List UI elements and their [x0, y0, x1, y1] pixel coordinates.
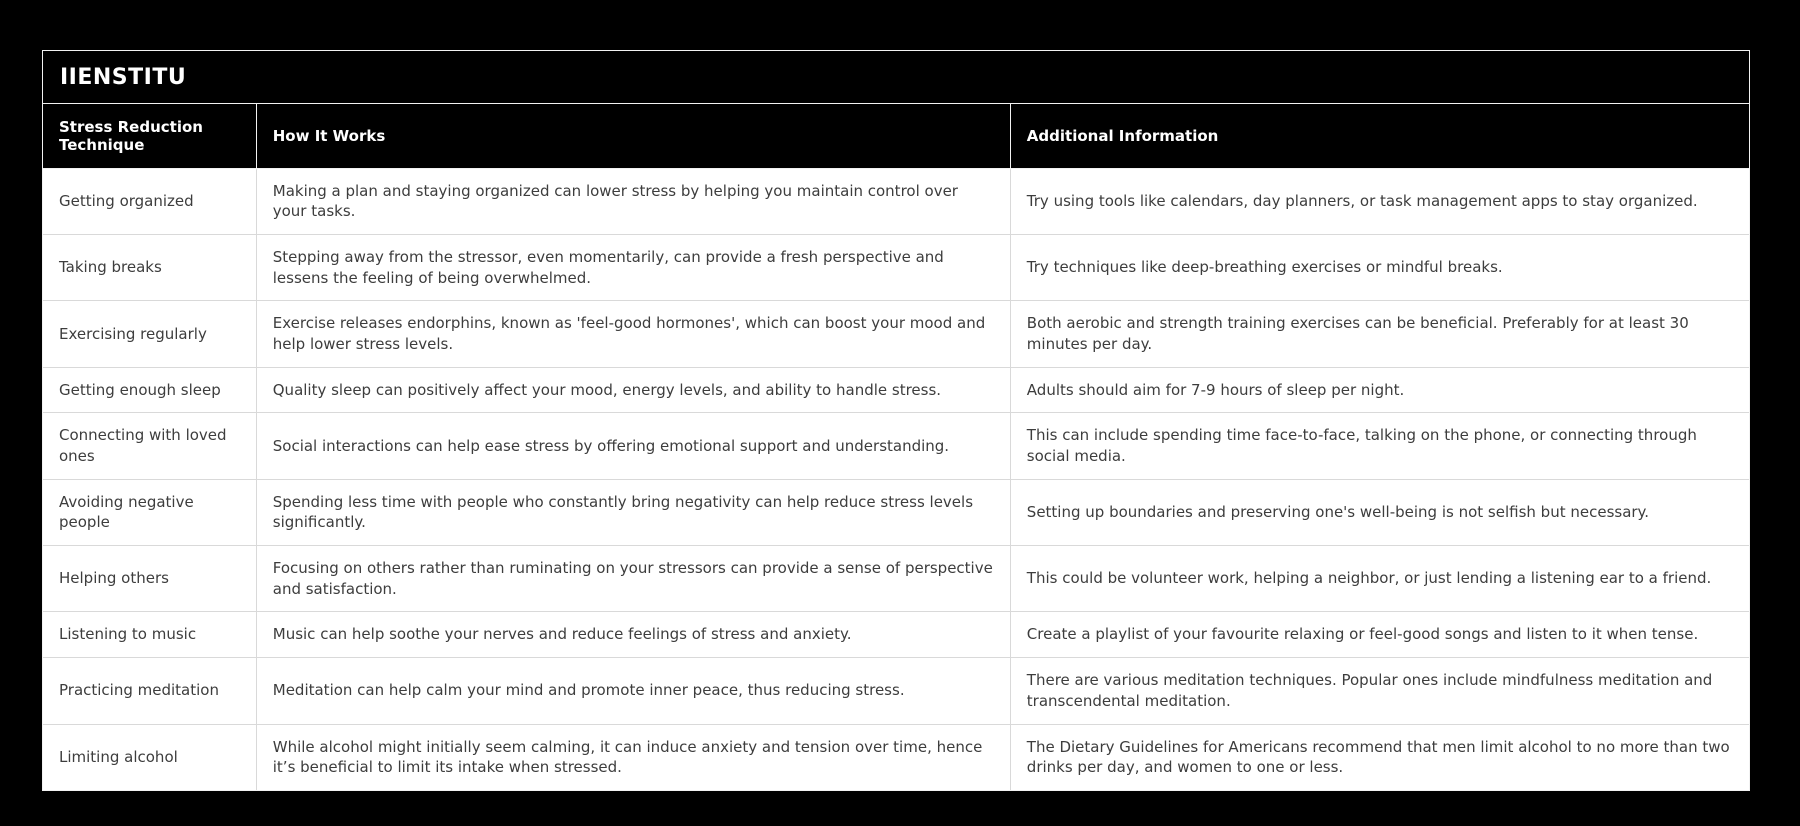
- stress-reduction-table: [43, 104, 1749, 790]
- how-it-works-cell: Music can help soothe your nerves and reduce feelings of stress and anxiety.: [256, 612, 1010, 658]
- technique-cell: Limiting alcohol: [43, 724, 256, 790]
- how-it-works-cell: Exercise releases endorphins, known as 'feel-good hormones', which can boost your mood and help lower stress levels.: [256, 301, 1010, 367]
- how-it-works-cell: Spending less time with people who constantly bring negativity can help reduce stress levels significantly.: [256, 479, 1010, 545]
- column-header-how-it-works: How It Works: [256, 104, 1010, 168]
- technique-cell: Avoiding negative people: [43, 479, 256, 545]
- additional-information-cell: There are various meditation techniques. Popular ones include mindfulness meditation and transcendental meditation.: [1010, 658, 1749, 724]
- technique-cell: Getting organized: [43, 168, 256, 234]
- additional-information-cell: The Dietary Guidelines for Americans recommend that men limit alcohol to no more than two drinks per day, and women to one or less.: [1010, 724, 1749, 790]
- technique-cell: Listening to music: [43, 612, 256, 658]
- table-body: [43, 168, 1749, 790]
- column-header-technique: Stress Reduction Technique: [43, 104, 256, 168]
- table-row: [43, 301, 1749, 367]
- table-row: [43, 234, 1749, 300]
- additional-information-cell: Create a playlist of your favourite relaxing or feel-good songs and listen to it when tense.: [1010, 612, 1749, 658]
- how-it-works-cell: While alcohol might initially seem calming, it can induce anxiety and tension over time, hence it’s beneficial to limit its intake when stressed.: [256, 724, 1010, 790]
- brand-title: IIENSTITU: [43, 51, 1749, 104]
- additional-information-cell: Both aerobic and strength training exercises can be beneficial. Preferably for at least 30 minutes per day.: [1010, 301, 1749, 367]
- additional-information-cell: Try techniques like deep-breathing exercises or mindful breaks.: [1010, 234, 1749, 300]
- table-card: [42, 50, 1750, 791]
- table-row: [43, 724, 1749, 790]
- how-it-works-cell: Stepping away from the stressor, even momentarily, can provide a fresh perspective and lessens the feeling of being overwhelmed.: [256, 234, 1010, 300]
- how-it-works-cell: Social interactions can help ease stress by offering emotional support and understanding.: [256, 413, 1010, 479]
- additional-information-cell: This can include spending time face-to-face, talking on the phone, or connecting through social media.: [1010, 413, 1749, 479]
- technique-cell: Getting enough sleep: [43, 367, 256, 413]
- technique-cell: Connecting with loved ones: [43, 413, 256, 479]
- how-it-works-cell: Quality sleep can positively affect your mood, energy levels, and ability to handle stress.: [256, 367, 1010, 413]
- table-row: [43, 367, 1749, 413]
- additional-information-cell: Setting up boundaries and preserving one's well-being is not selfish but necessary.: [1010, 479, 1749, 545]
- table-row: [43, 168, 1749, 234]
- additional-information-cell: Try using tools like calendars, day planners, or task management apps to stay organized.: [1010, 168, 1749, 234]
- table-row: [43, 546, 1749, 612]
- technique-cell: Taking breaks: [43, 234, 256, 300]
- table-row: [43, 413, 1749, 479]
- technique-cell: Helping others: [43, 546, 256, 612]
- technique-cell: Practicing meditation: [43, 658, 256, 724]
- table-row: [43, 612, 1749, 658]
- additional-information-cell: Adults should aim for 7-9 hours of sleep per night.: [1010, 367, 1749, 413]
- how-it-works-cell: Meditation can help calm your mind and promote inner peace, thus reducing stress.: [256, 658, 1010, 724]
- additional-information-cell: This could be volunteer work, helping a neighbor, or just lending a listening ear to a friend.: [1010, 546, 1749, 612]
- column-header-additional-information: Additional Information: [1010, 104, 1749, 168]
- technique-cell: Exercising regularly: [43, 301, 256, 367]
- how-it-works-cell: Focusing on others rather than ruminating on your stressors can provide a sense of perspective and satisfaction.: [256, 546, 1010, 612]
- header-row: [43, 104, 1749, 168]
- table-row: [43, 658, 1749, 724]
- table-row: [43, 479, 1749, 545]
- how-it-works-cell: Making a plan and staying organized can lower stress by helping you maintain control over your tasks.: [256, 168, 1010, 234]
